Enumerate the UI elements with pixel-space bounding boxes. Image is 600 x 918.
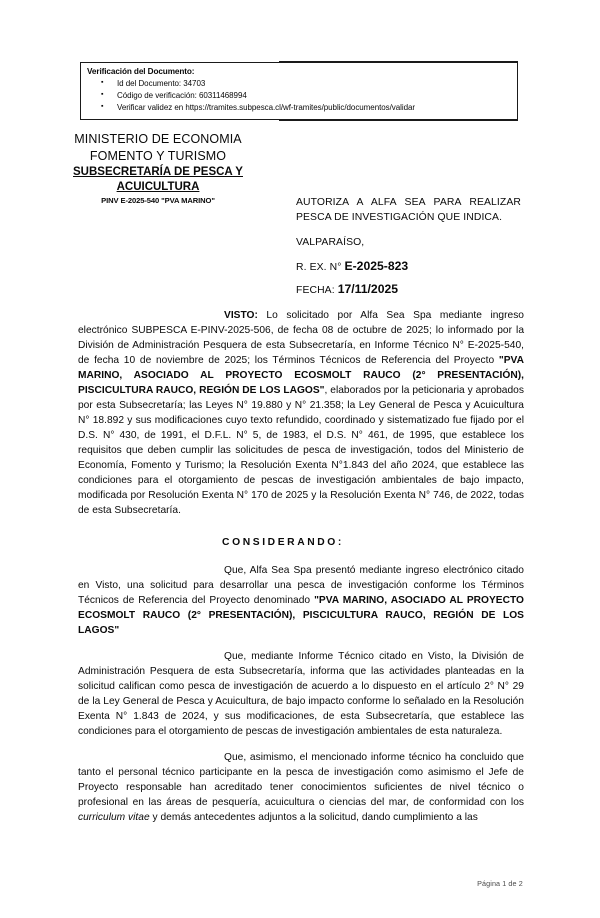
ministry-header	[33, 131, 283, 205]
resolution-number: E-2025-823	[344, 258, 409, 273]
ministry-line-1: MINISTERIO DE ECONOMIA	[74, 132, 242, 146]
resolution-line	[296, 259, 521, 273]
document-verification-box	[80, 62, 518, 120]
date-label: FECHA:	[296, 284, 335, 296]
page-number: Página 1 de 2	[477, 879, 523, 888]
visto-text-a: Lo solicitado por Alfa Sea Spa mediante ingreso electrónico SUBPESCA E-PINV-2025-506, de fecha 08 de octubre de 2025; lo informado por la División de Administración Pesquera de esta Subsecretaría, en Informe Técnico N° E-2025-540, de fecha 10 de noviembre de 2025; los Términos Técnicos de Referencia del Proyecto	[78, 310, 524, 366]
paragraph-considerando-3	[78, 751, 524, 826]
curriculum-vitae-italic: curriculum vitae	[78, 811, 150, 823]
paragraph-visto	[78, 309, 524, 519]
bullet-icon: ▪	[101, 79, 104, 87]
authorization-title: AUTORIZA A ALFA SEA PARA REALIZAR PESCA DE INVESTIGACIÓN QUE INDICA.	[296, 197, 521, 223]
list-item	[87, 78, 511, 90]
visto-label: VISTO:	[224, 310, 258, 321]
subsecretaria-line-1: SUBSECRETARÍA DE PESCA Y	[73, 166, 243, 179]
resolution-label: R. EX. N°	[296, 261, 342, 273]
bullet-icon: ▪	[101, 102, 104, 110]
document-body	[78, 309, 524, 837]
city-line: VALPARAÍSO,	[296, 236, 365, 248]
pinv-reference: PINV E-2025-540 "PVA MARINO"	[101, 196, 215, 206]
verification-title: Verificación del Documento:	[87, 67, 195, 76]
verification-list	[87, 78, 511, 113]
verification-url: Verificar validez en https://tramites.subpesca.cl/wf-tramites/public/documentos/validar	[117, 102, 416, 112]
considerando-2-text: Que, mediante Informe Técnico citado en Visto, la División de Administración Pesquera de esta Subsecretaría, informa que las actividades planteadas en la solicitud califican como pesca de investigación de acuerdo a lo dispuesto en el artículo 2° N° 29 de la Ley General de Pesca y Acuicultura, de bajo impacto conforme lo señalado en la Resolución Exenta N° 1.843 de 2024, y sus modificaciones, de esta Subsecretaría, que establece las condiciones para el otorgamiento de pescas de investigación ambientales de esta naturaleza.	[78, 650, 524, 737]
considerando-1-text-a: Que, Alfa Sea Spa presentó mediante ingreso electrónico citado en Visto, una solicitud para desarrollar una pesca de investigación conforme los Términos Técnicos de Referencia del Proyecto denominado	[78, 564, 524, 606]
paragraph-considerando-2	[78, 650, 524, 740]
verification-document-id: Id del Documento: 34703	[117, 79, 206, 89]
subsecretaria-title	[33, 165, 283, 195]
considerando-3-text-a: Que, asimismo, el mencionado informe técnico ha concluido que tanto el personal técnico participante en la pesca de investigación como asimismo el Jefe de Proyecto responsable han acreditado tener conocimientos suficientes de nivel técnico o profesional en las áreas de pesquería, acuicultura o ciencias del mar, de conformidad con los	[78, 751, 524, 808]
project-name-bold: "PVA MARINO, ASOCIADO AL PROYECTO ECOSMOLT RAUCO (2° PRESENTACIÓN), PISCICULTURA RAUCO, REGIÓN DE LOS LAGOS"	[78, 354, 524, 396]
date-line	[296, 282, 521, 296]
bullet-icon: ▪	[101, 91, 104, 99]
visto-text-b: , elaborados por la peticionaria y aprobados por esta Subsecretaría; las Leyes N° 19.880 y N° 21.358; la Ley General de Pesca y Acuicultura N° 18.892 y sus modificaciones cuyo texto refundido, coordinado y sistematizado fue fijado por el D.S. N° 430, de 1991, el D.F.L. N° 5, de 1983, el D.S. N° 461, de 1995, que establece los requisitos que deben cumplir las solicitudes de pesca de investigación, todos del Ministerio de Economía, Fomento y Turismo; la Resolución Exenta N°1.843 del año 2024, que establece las condiciones para el otorgamiento de pescas de investigación ambientales de bajo impacto, modificada por Resolución Exenta N° 170 de 2025 y la Resolución Exenta N° 746, de 2022, todas de esta Subsecretaría.	[78, 384, 524, 516]
paragraph-considerando-1	[78, 564, 524, 639]
list-item	[87, 90, 511, 102]
considerando-3-text-b: y demás antecedentes adjuntos a la solicitud, dando cumplimiento a las	[149, 811, 478, 823]
considerando-heading: CONSIDERANDO:	[222, 536, 344, 548]
resolution-header	[296, 196, 521, 296]
subsecretaria-line-2: ACUICULTURA	[116, 181, 200, 194]
list-item	[87, 102, 511, 114]
project-name-bold: "PVA MARINO, ASOCIADO AL PROYECTO ECOSMOLT RAUCO (2° PRESENTACIÓN), PISCICULTURA RAUCO, REGIÓN DE LOS LAGOS"	[78, 594, 524, 636]
ministry-line-2: FOMENTO Y TURISMO	[89, 148, 227, 163]
page-footer	[0, 879, 600, 888]
date-value: 17/11/2025	[337, 281, 399, 296]
verification-code: Código de verificación: 60311468994	[117, 91, 247, 101]
